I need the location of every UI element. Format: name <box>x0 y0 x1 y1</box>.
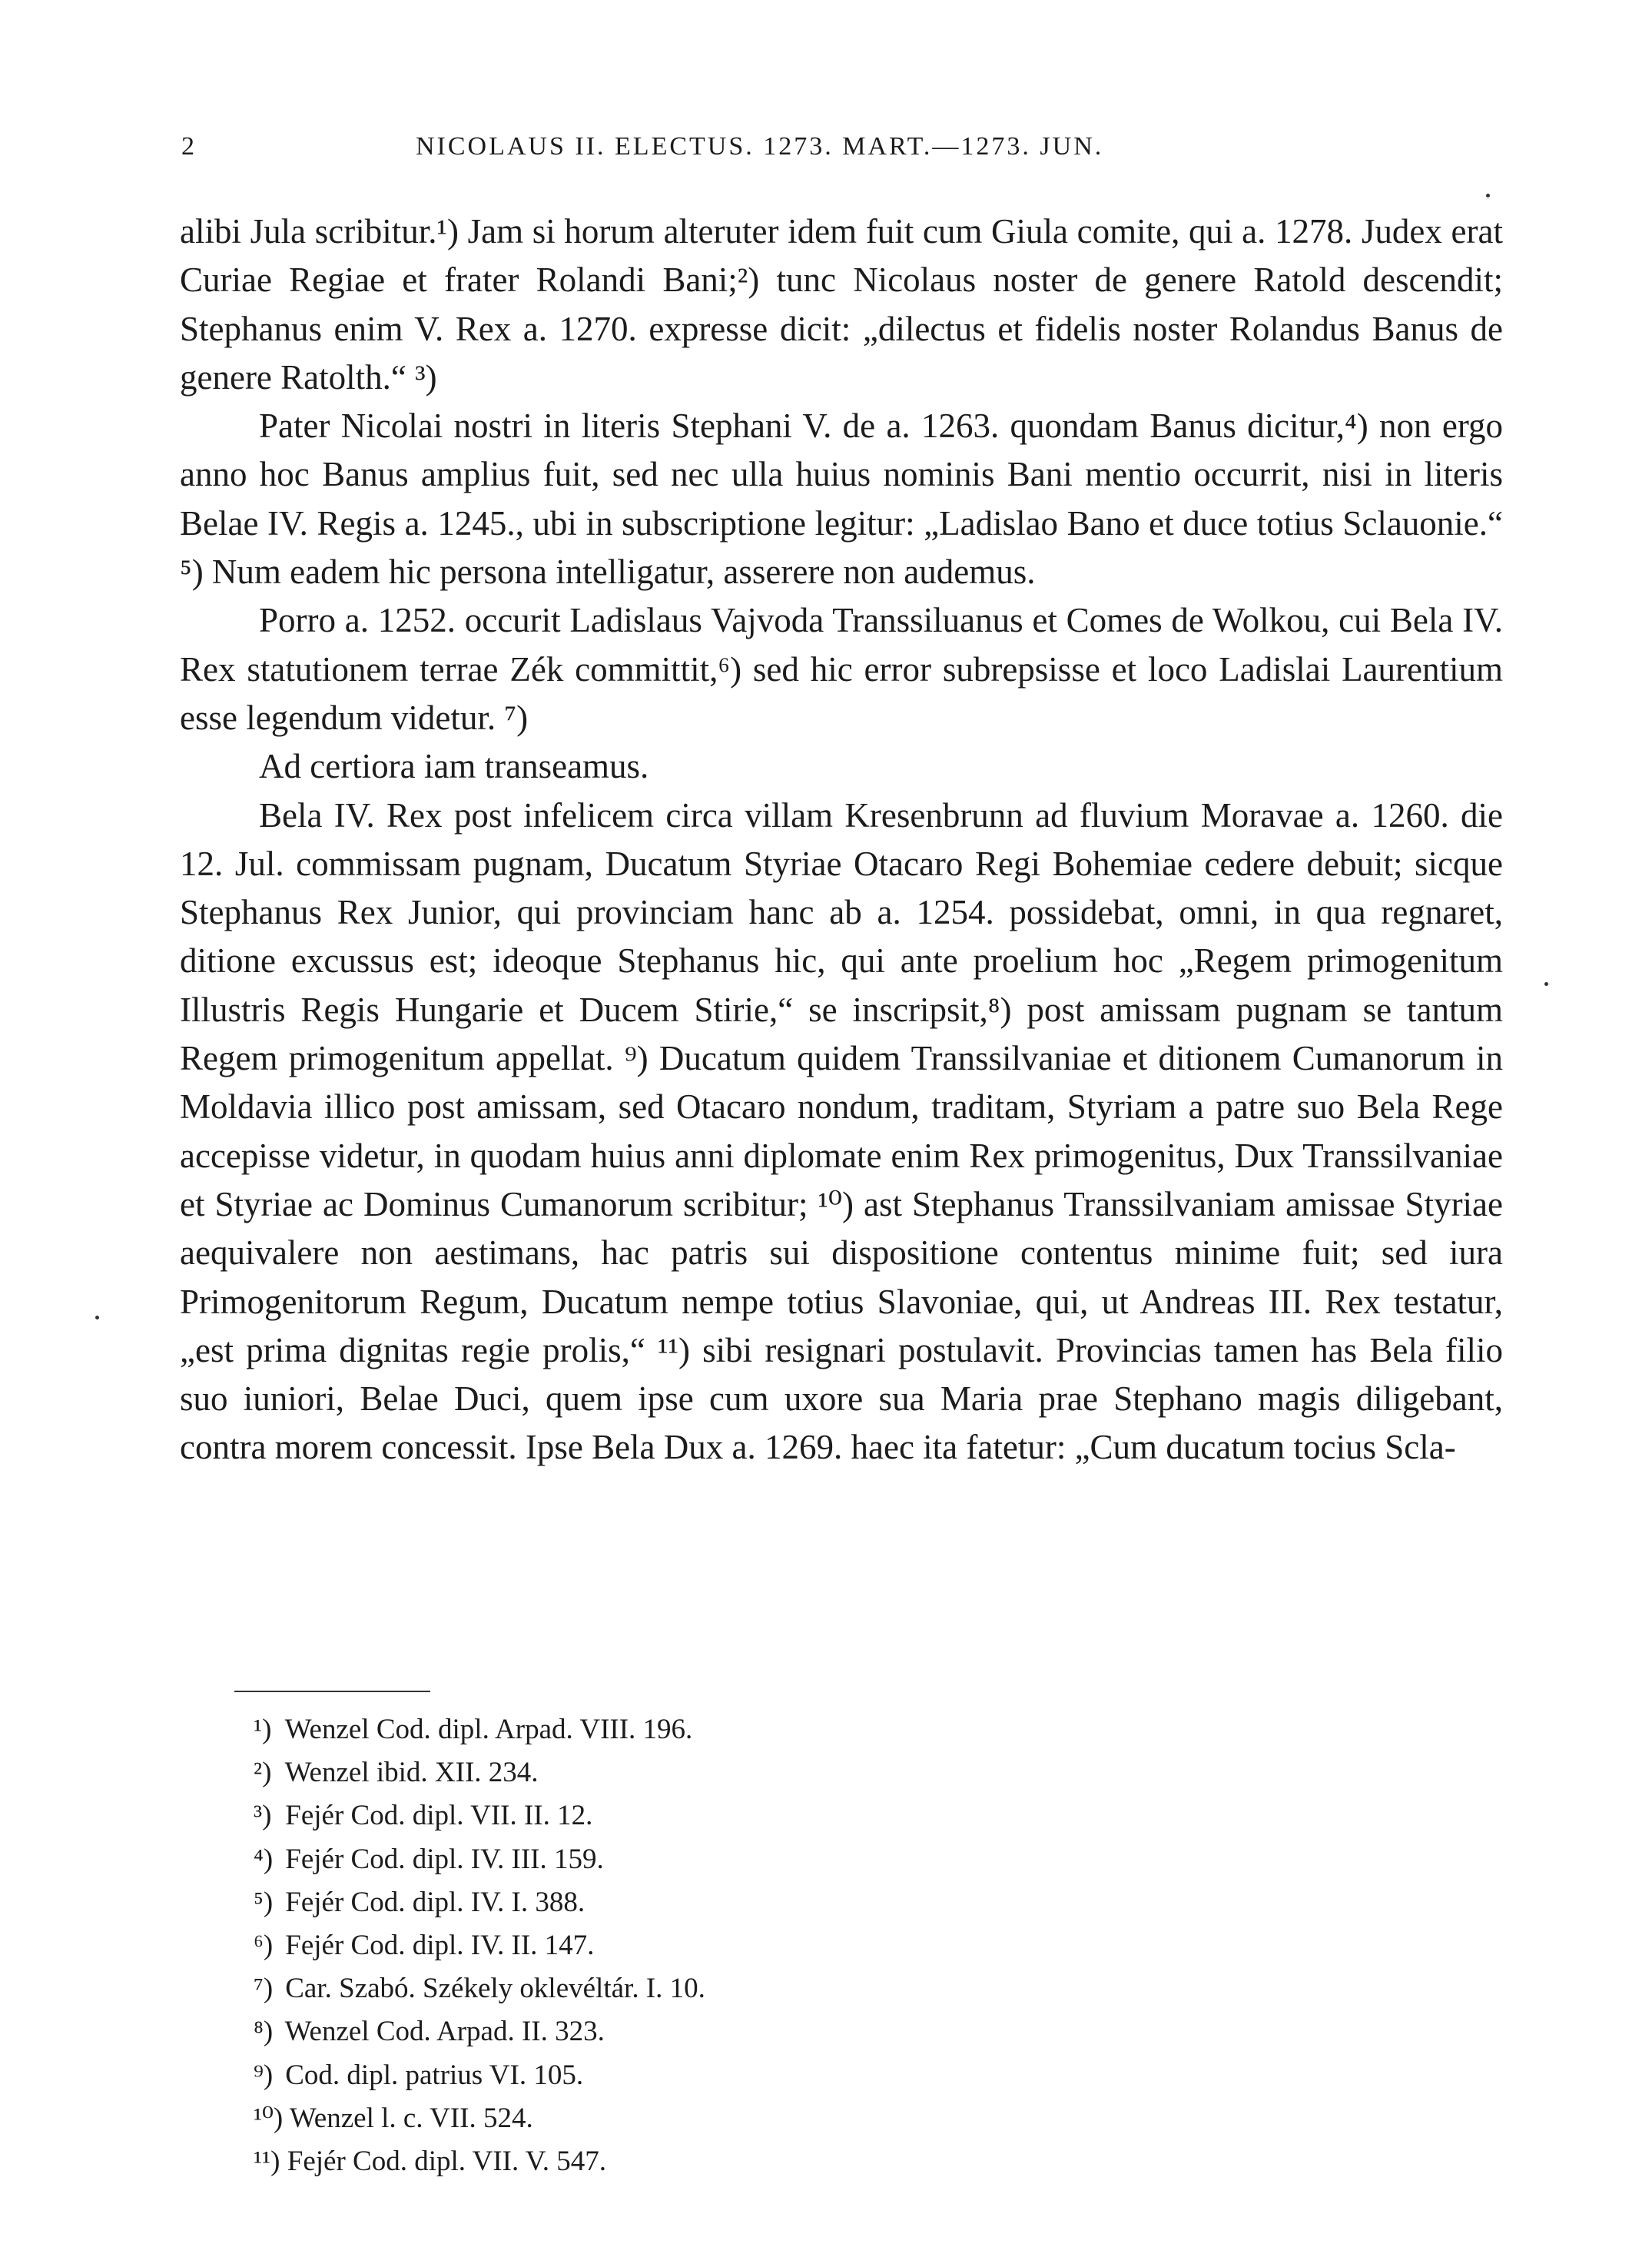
running-head: NICOLAUS II. ELECTUS. 1273. MART.—1273. JUN. <box>416 132 1104 161</box>
footnote-3 <box>254 1794 1329 1837</box>
footnote-mark: ²) <box>254 1757 272 1789</box>
footnote-mark: ³) <box>254 1800 272 1832</box>
footnote-text: Wenzel Cod. Arpad. II. 323. <box>284 2016 605 2048</box>
footnote-4 <box>254 1838 1329 1881</box>
footnote-mark: ⁶) <box>254 1930 274 1962</box>
footnote-mark: ⁴) <box>254 1843 274 1875</box>
footnote-text: Fejér Cod. dipl. VII. V. 547. <box>287 2146 607 2178</box>
footnote-6 <box>254 1924 1329 1967</box>
footnote-9 <box>254 2054 1329 2097</box>
footnote-text: Car. Szabó. Székely oklevéltár. I. 10. <box>285 1973 705 2005</box>
footnote-text: Fejér Cod. dipl. IV. II. 147. <box>285 1930 595 1962</box>
footnote-mark: ¹) <box>254 1714 272 1745</box>
footnote-mark: ¹⁰) <box>254 2102 284 2134</box>
footnote-text: Fejér Cod. dipl. VII. II. 12. <box>285 1800 593 1832</box>
paragraph-1: alibi Jula scribitur.¹) Jam si horum alteruter idem fuit cum Giula comite, qui a. 1278. Judex erat Curiae Regiae et frater Rolandi Bani;²) tunc Nicolaus noster de genere Ratold descendit; Stephanus enim V. Rex a. 1270. expresse dicit: „dilectus et fidelis noster Rolandus Banus de genere Ratolth.“ ³) <box>180 212 1503 397</box>
footnote-7 <box>254 1967 1329 2010</box>
footnote-text: Wenzel Cod. dipl. Arpad. VIII. 196. <box>284 1714 693 1745</box>
footnote-mark: ⁷) <box>254 1973 274 2005</box>
footnote-1 <box>254 1708 1329 1751</box>
page-header <box>181 132 1503 178</box>
footnote-text: Fejér Cod. dipl. IV. I. 388. <box>285 1886 585 1918</box>
footnote-text: Fejér Cod. dipl. IV. III. 159. <box>285 1843 604 1875</box>
scan-speck <box>95 1316 99 1319</box>
page-number: 2 <box>181 132 197 161</box>
footnote-text: Cod. dipl. patrius VI. 105. <box>285 2059 584 2091</box>
paragraph-4: Ad certiora iam transeamus. <box>259 747 649 786</box>
footnote-mark: ⁹) <box>254 2059 274 2091</box>
footnote-text: Wenzel l. c. VII. 524. <box>289 2102 533 2134</box>
footnote-text: Wenzel ibid. XII. 234. <box>284 1757 539 1789</box>
footnote-5 <box>254 1881 1329 1924</box>
footnote-10 <box>254 2097 1329 2140</box>
footnote-mark: ⁸) <box>254 2016 274 2048</box>
footnote-2 <box>254 1751 1329 1794</box>
body-text <box>180 207 1503 1472</box>
footnote-divider <box>234 1691 430 1692</box>
paragraph-2: Pater Nicolai nostri in literis Stephani V. de a. 1263. quondam Banus dicitur,⁴) non ergo anno hoc Banus amplius fuit, sed nec ulla huius nominis Bani mentio occurrit, nisi in literis Belae IV. Regis a. 1245., ubi in subscriptione legitur: „Ladislao Bano et duce totius Sclauonie.“ ⁵) Num eadem hic persona intelligatur, asserere non audemus. <box>180 407 1503 592</box>
footnote-8 <box>254 2010 1329 2053</box>
scan-speck <box>1544 982 1548 986</box>
footnote-mark: ¹¹) <box>254 2146 280 2178</box>
footnote-mark: ⁵) <box>254 1886 274 1918</box>
paragraph-5: Bela IV. Rex post infelicem circa villam Kresenbrunn ad fluvium Moravae a. 1260. die 12. Jul. commissam pugnam, Ducatum Styriae Otacaro Regi Bohemiae cedere debuit; sicque Stephanus Rex Junior, qui provinciam hanc ab a. 1254. possidebat, omni, in qua regnaret, ditione excussus est; ideoque Stephanus hic, qui ante proelium hoc „Regem primogenitum Illustris Regis Hungarie et Ducem Stirie,“ se inscripsit,⁸) post amissam pugnam se tantum Regem primogenitum appellat. ⁹) Ducatum quidem Transsilvaniae et ditionem Cumanorum in Moldavia illico post amissam, sed Otacaro nondum, traditam, Styriam a patre suo Bela Rege accepisse videtur, in quodam huius anni diplomate enim Rex primogenitus, Dux Transsilvaniae et Styriae ac Dominus Cumanorum scribitur; ¹⁰) ast Stephanus Transsilvaniam amissae Styriae aequivalere non aestimans, hac patris sui dispositione contentus minime fuit; sed iura Primogenitorum Regum, Ducatum nempe totius Slavoniae, qui, ut Andreas III. Rex testatur, „est prima dignitas regie prolis,“ ¹¹) sibi resignari postulavit. Provincias tamen has Bela filio suo iuniori, Belae Duci, quem ipse cum uxore sua Maria prae Stephano magis diligebant, contra morem concessit. Ipse Bela Dux a. 1269. haec ita fatetur: „Cum ducatum tocius Scla- <box>180 795 1503 1467</box>
footnotes-list <box>254 1708 1329 2183</box>
scan-speck <box>1486 194 1490 197</box>
paragraph-3: Porro a. 1252. occurit Ladislaus Vajvoda Transsiluanus et Comes de Wolkou, cui Bela IV. Rex statutionem terrae Zék committit,⁶) sed hic error subrepsisse et loco Ladislai Laurentium esse legendum videtur. ⁷) <box>180 601 1503 737</box>
footnote-11 <box>254 2140 1329 2183</box>
